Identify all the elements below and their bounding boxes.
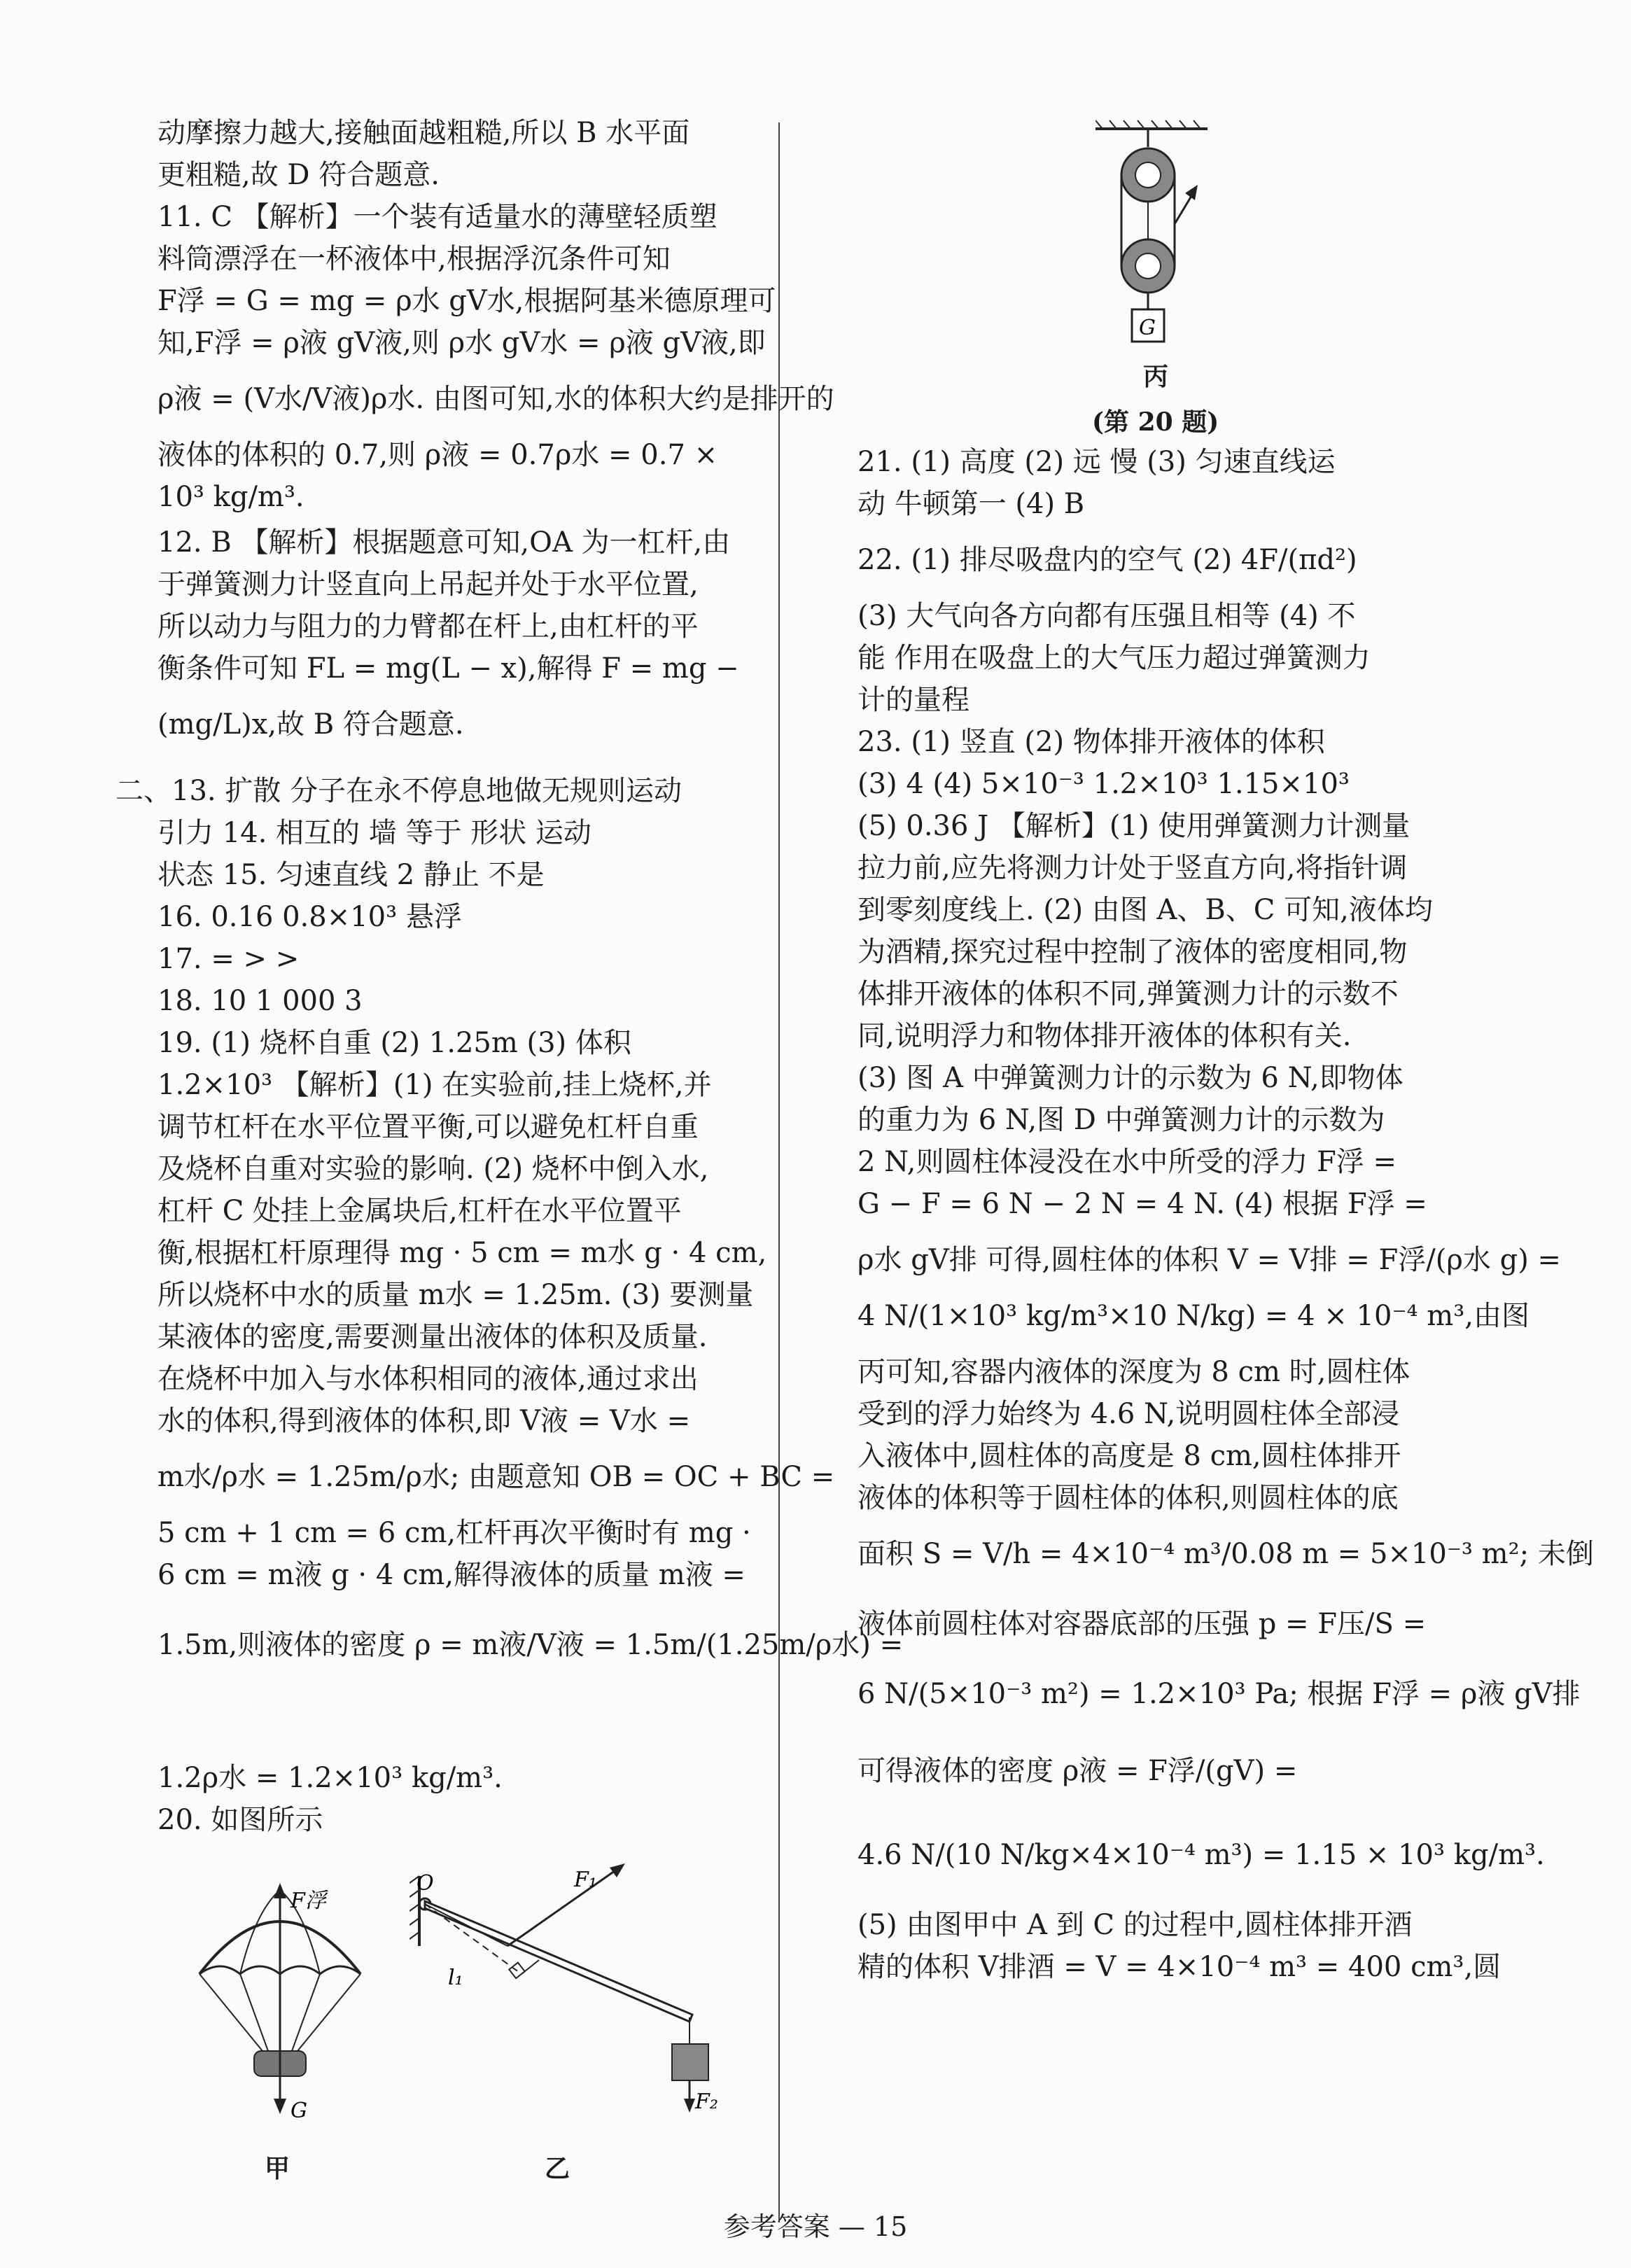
text-line: 衡条件可知 FL = mg(L − x),解得 F = mg − — [158, 652, 739, 685]
text-line: 某液体的密度,需要测量出液体的体积及质量. — [158, 1321, 708, 1353]
text-line: 衡,根据杠杆原理得 mg · 5 cm = m水 g · 4 cm, — [158, 1237, 767, 1269]
text-line: 料筒漂浮在一杯液体中,根据浮沉条件可知 — [158, 243, 671, 275]
text-line: 液体的体积等于圆柱体的体积,则圆柱体的底 — [858, 1482, 1399, 1514]
text-line: 11. C 【解析】一个装有适量水的薄壁轻质塑 — [158, 201, 718, 233]
text-line: 动 牛顿第一 (4) B — [858, 488, 1085, 520]
text-line: 的重力为 6 N,图 D 中弹簧测力计的示数为 — [858, 1104, 1385, 1136]
text-line: 到零刻度线上. (2) 由图 A、B、C 可知,液体均 — [858, 894, 1433, 926]
text-line: 为酒精,探究过程中控制了液体的密度相同,物 — [858, 936, 1408, 968]
text-line: 可得液体的密度 ρ液 = F浮/(gV) = — [858, 1755, 1298, 1787]
text-line: 同,说明浮力和物体排开液体的体积有关. — [858, 1020, 1352, 1052]
text-line: ρ液 = (V水/V液)ρ水. 由图可知,水的体积大约是排开的 — [158, 383, 834, 415]
text-line: 液体前圆柱体对容器底部的压强 p = F压/S = — [858, 1608, 1427, 1640]
column-divider — [778, 122, 780, 2222]
text-line: 更粗糙,故 D 符合题意. — [158, 159, 440, 191]
text-line: 杠杆 C 处挂上金属块后,杠杆在水平位置平 — [158, 1195, 682, 1227]
text-line: 17. = > > — [158, 943, 300, 975]
text-line: G − F = 6 N − 2 N = 4 N. (4) 根据 F浮 = — [858, 1188, 1427, 1220]
figure-label-yi: 乙 — [545, 2154, 570, 2183]
text-line: 精的体积 V排酒 = V = 4×10⁻⁴ m³ = 400 cm³,圆 — [858, 1951, 1502, 1983]
figure-label-jia: 甲 — [265, 2154, 290, 2183]
text-line: 1.2ρ水 = 1.2×10³ kg/m³. — [158, 1762, 503, 1794]
text-line: 引力 14. 相互的 墙 等于 形状 运动 — [158, 817, 592, 849]
text-line: (mg/L)x,故 B 符合题意. — [158, 708, 464, 741]
text-line: 受到的浮力始终为 4.6 N,说明圆柱体全部浸 — [858, 1398, 1400, 1430]
label-force-2: F₂ — [695, 2090, 718, 2114]
text-line: (3) 图 A 中弹簧测力计的示数为 6 N,即物体 — [858, 1062, 1404, 1094]
text-line: 所以烧杯中水的质量 m水 = 1.25m. (3) 要测量 — [158, 1279, 754, 1311]
text-line: 21. (1) 高度 (2) 远 慢 (3) 匀速直线运 — [858, 446, 1336, 478]
text-line: 丙可知,容器内液体的深度为 8 cm 时,圆柱体 — [858, 1356, 1410, 1388]
text-line: 10³ kg/m³. — [158, 481, 304, 513]
figure-label-bing: 丙 — [1143, 362, 1169, 391]
text-line: 18. 10 1 000 3 — [158, 985, 363, 1017]
text-line: 在烧杯中加入与水体积相同的液体,通过求出 — [158, 1363, 699, 1395]
text-line: 拉力前,应先将测力计处于竖直方向,将指针调 — [858, 852, 1408, 884]
label-point-o: O — [416, 1871, 434, 1896]
text-line: 16. 0.16 0.8×10³ 悬浮 — [158, 901, 462, 933]
text-line: 19. (1) 烧杯自重 (2) 1.25m (3) 体积 — [158, 1027, 631, 1059]
figure-20-jia-parachute — [186, 1876, 374, 2121]
label-weight-g: G — [1139, 316, 1156, 340]
text-line: 能 作用在吸盘上的大气压力超过弹簧测力 — [858, 642, 1371, 674]
section-two-line: 二、13. 扩散 分子在永不停息地做无规则运动 — [115, 775, 682, 807]
text-line: 1.2×10³ 【解析】(1) 在实验前,挂上烧杯,并 — [158, 1069, 712, 1101]
text-line: 调节杠杆在水平位置平衡,可以避免杠杆自重 — [158, 1111, 699, 1143]
text-line: (5) 0.36 J 【解析】(1) 使用弹簧测力计测量 — [858, 810, 1410, 842]
text-line: 所以动力与阻力的力臂都在杆上,由杠杆的平 — [158, 610, 699, 643]
text-line: 体排开液体的体积不同,弹簧测力计的示数不 — [858, 978, 1399, 1010]
text-line: 5 cm + 1 cm = 6 cm,杠杆再次平衡时有 mg · — [158, 1517, 751, 1549]
text-line: 入液体中,圆柱体的高度是 8 cm,圆柱体排开 — [858, 1440, 1401, 1472]
text-line: 23. (1) 竖直 (2) 物体排开液体的体积 — [858, 726, 1325, 758]
figure-20-bing-pulley — [1096, 119, 1208, 350]
text-line: (5) 由图甲中 A 到 C 的过程中,圆柱体排开酒 — [858, 1909, 1413, 1941]
text-line: 20. 如图所示 — [158, 1804, 323, 1836]
text-line: m水/ρ水 = 1.25m/ρ水; 由题意知 OB = OC + BC = — [158, 1461, 835, 1493]
figure-20-caption: (第 20 题) — [1092, 407, 1219, 437]
text-line: 状态 15. 匀速直线 2 静止 不是 — [158, 859, 545, 891]
text-line: 4.6 N/(10 N/kg×4×10⁻⁴ m³) = 1.15 × 10³ kg/m³. — [858, 1839, 1545, 1871]
text-line: 于弹簧测力计竖直向上吊起并处于水平位置, — [158, 568, 699, 601]
text-line: 面积 S = V/h = 4×10⁻⁴ m³/0.08 m = 5×10⁻³ m²; 未倒 — [858, 1538, 1594, 1570]
label-arm-l1: l₁ — [448, 1966, 463, 1990]
text-line: 液体的体积的 0.7,则 ρ液 = 0.7ρ水 = 0.7 × — [158, 439, 718, 471]
text-line: 知,F浮 = ρ液 gV液,则 ρ水 gV水 = ρ液 gV液,即 — [158, 327, 766, 359]
text-line: 12. B 【解析】根据题意可知,OA 为一杠杆,由 — [158, 526, 731, 559]
text-line: 6 N/(5×10⁻³ m²) = 1.2×10³ Pa; 根据 F浮 = ρ液 gV排 — [858, 1678, 1581, 1710]
text-line: 及烧杯自重对实验的影响. (2) 烧杯中倒入水, — [158, 1153, 709, 1185]
label-force-1: F₁ — [574, 1868, 597, 1892]
label-gravity: G — [290, 2099, 307, 2121]
text-line: 2 N,则圆柱体浸没在水中所受的浮力 F浮 = — [858, 1146, 1397, 1178]
text-line: 计的量程 — [858, 684, 969, 716]
text-line: ρ水 gV排 可得,圆柱体的体积 V = V排 = F浮/(ρ水 g) = — [858, 1244, 1562, 1276]
figure-20-yi-lever — [410, 1862, 760, 2114]
text-line: 动摩擦力越大,接触面越粗糙,所以 B 水平面 — [158, 117, 690, 149]
text-line: 6 cm = m液 g · 4 cm,解得液体的质量 m液 = — [158, 1559, 746, 1591]
text-line: 22. (1) 排尽吸盘内的空气 (2) 4F/(πd²) — [858, 544, 1357, 576]
text-line: F浮 = G = mg = ρ水 gV水,根据阿基米德原理可 — [158, 285, 776, 317]
page-footer: 参考答案 — 15 — [723, 2211, 908, 2242]
text-line: 4 N/(1×10³ kg/m³×10 N/kg) = 4 × 10⁻⁴ m³,由图 — [858, 1300, 1530, 1332]
label-f-float: F浮 — [290, 1889, 326, 1913]
text-line: 水的体积,得到液体的体积,即 V液 = V水 = — [158, 1405, 691, 1437]
text-line: (3) 4 (4) 5×10⁻³ 1.2×10³ 1.15×10³ — [858, 768, 1350, 800]
text-line: 1.5m,则液体的密度 ρ = m液/V液 = 1.5m/(1.25m/ρ水) = — [158, 1629, 904, 1661]
text-line: (3) 大气向各方向都有压强且相等 (4) 不 — [858, 600, 1356, 632]
